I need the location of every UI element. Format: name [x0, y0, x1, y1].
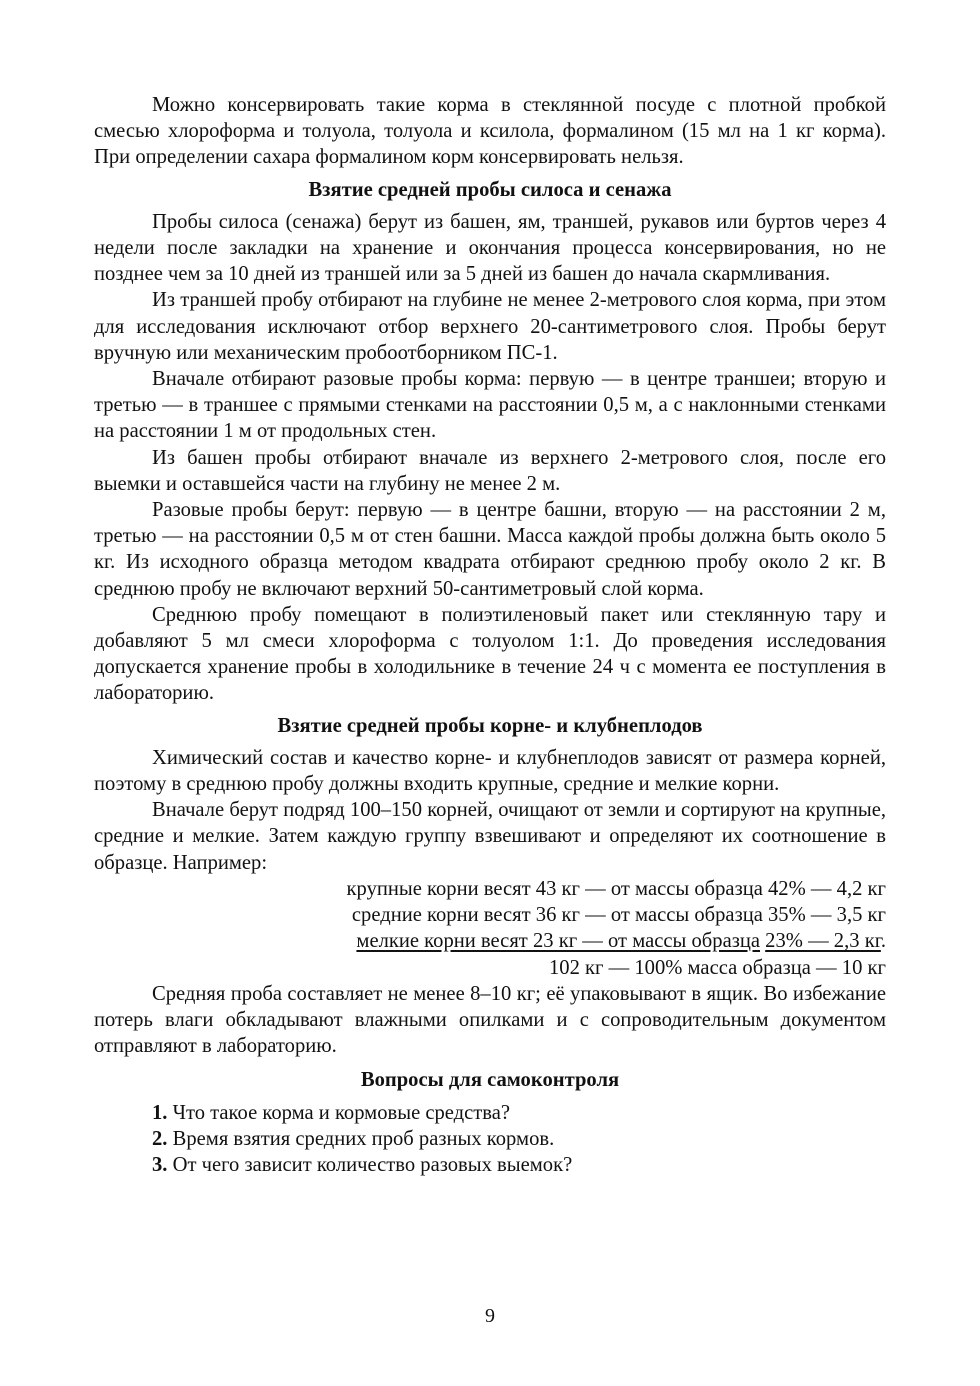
question-number: 2. — [152, 1127, 168, 1150]
paragraph: Средняя проба составляет не менее 8–10 кг; её упаковывают в ящик. Во избежание потерь влаги обкладывают влажными опилками и с сопроводительным документом отправляют в лабораторию. — [94, 982, 886, 1058]
paragraph: Разовые пробы берут: первую — в центре башни, вторую — на расстоянии 2 м, третью — на расстоянии 0,5 м от стен башни. Масса каждой пробы должна быть около 5 кг. Из исходного образца методом квадрата отбирают среднюю пробу около 2 кг. В среднюю пробу не включают верхний 50-сантиметровый слой корма. — [94, 499, 886, 600]
question-text: От чего зависит количество разовых выемок? — [172, 1153, 573, 1176]
calc-line-end: . — [880, 930, 886, 953]
calc-line: средние корни весят 36 кг — от массы образца 35% — 3,5 кг — [351, 904, 886, 927]
section-heading-roots: Взятие средней пробы корне- и клубнеплодов — [277, 714, 703, 737]
calc-line-part: 23% — 2,3 кг — [765, 930, 881, 953]
question-number: 3. — [152, 1153, 168, 1176]
question-item — [94, 1100, 886, 1126]
question-list — [94, 1100, 886, 1179]
question-text: Что такое корма и кормовые средства? — [172, 1101, 511, 1124]
calc-line: крупные корни весят 43 кг — от массы образца 42% — 4,2 кг — [346, 877, 886, 900]
calc-line-part: мелкие корни весят 23 кг — от массы образца — [356, 930, 761, 953]
page-number: 9 — [485, 1305, 495, 1327]
question-number: 1. — [152, 1101, 168, 1124]
intro-paragraph: Можно консервировать такие корма в стеклянной посуде с плотной пробкой смесью хлороформа и толуола, толуола и ксилола, формалином (15 мл на 1 кг корма). При определении сахара формалином корм консервировать нельзя. — [94, 94, 886, 169]
question-item — [94, 1126, 886, 1152]
calculation-example — [94, 876, 886, 981]
paragraph: Из башен пробы отбирают вначале из верхнего 2-метрового слоя, после его выемки и оставшейся части на глубину не менее 2 м. — [94, 446, 886, 495]
paragraph: Из траншей пробу отбирают на глубине не менее 2-метрового слоя корма, при этом для исследования исключают отбор верхнего 20-сантиметрового слоя. Пробы берут вручную или механическим пробоотборником ПС-1. — [94, 289, 886, 364]
calc-total-line: 102 кг — 100% масса образца — 10 кг — [548, 956, 886, 979]
paragraph: Химический состав и качество корне- и клубнеплодов зависят от размера корней, поэтому в среднюю пробу должны входить крупные, средние и мелкие корни. — [94, 746, 886, 796]
section-heading-questions: Вопросы для самоконтроля — [360, 1069, 620, 1092]
paragraph: Среднюю пробу помещают в полиэтиленовый пакет или стеклянную тару и добавляют 5 мл смеси хлороформа с толуолом 1:1. До проведения исследования допускается хранение пробы в холодильнике в течение 24 ч с момента ее поступления в лабораторию. — [94, 603, 886, 705]
question-text: Время взятия средних проб разных кормов. — [172, 1127, 555, 1150]
paragraph: Пробы силоса (сенажа) берут из башен, ям, траншей, рукавов или буртов через 4 недели после закладки на хранение и окончания процесса консервирования, но не позднее чем за 10 дней из траншей или за 5 дней из башен до начала скармливания. — [94, 210, 886, 286]
section-heading-silage: Взятие средней пробы силоса и сенажа — [308, 178, 672, 201]
page-content — [94, 92, 886, 1178]
paragraph: Вначале берут подряд 100–150 корней, очищают от земли и сортируют на крупные, средние и мелкие. Затем каждую группу взвешивают и определяют их соотношение в образце. Например: — [94, 799, 886, 874]
paragraph: Вначале отбирают разовые пробы корма: первую — в центре траншеи; вторую и третью — в траншее с прямыми стенками на расстоянии 0,5 м, а с наклонными стенками на расстоянии 1 м от продольных стен. — [94, 368, 886, 443]
question-item — [94, 1152, 886, 1178]
calc-line-underlined — [94, 928, 886, 954]
